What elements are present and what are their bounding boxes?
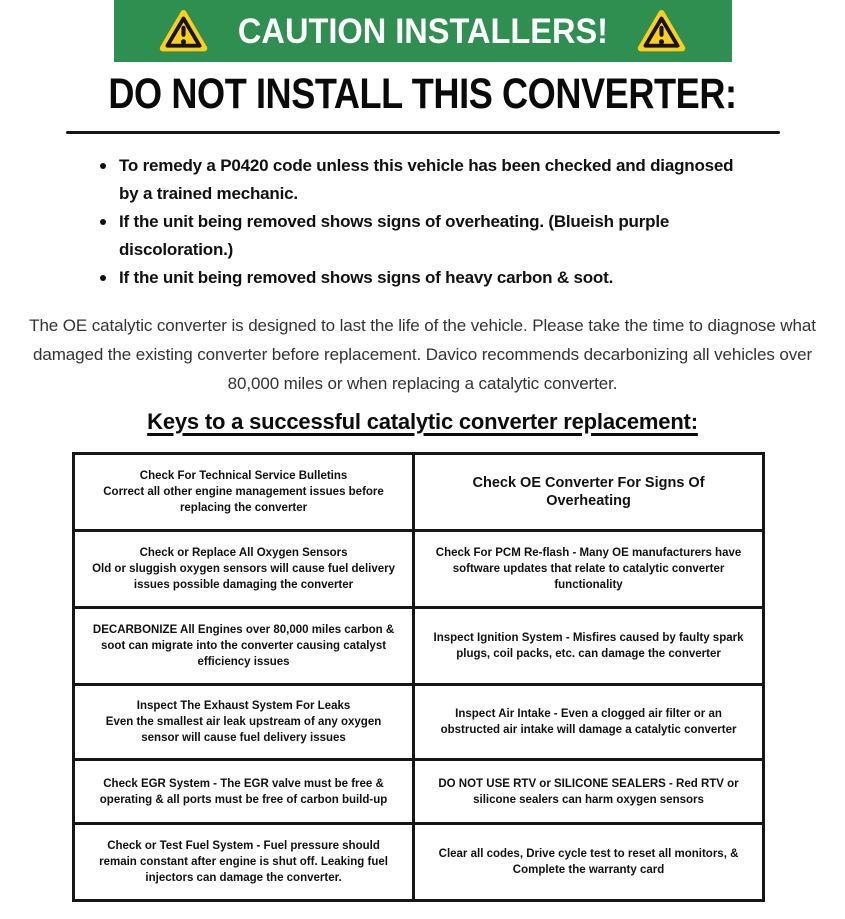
table-cell — [75, 761, 415, 822]
table-row — [75, 455, 762, 532]
cell-text: Clear all codes, Drive cycle test to reset all monitors, & Complete the warranty card — [438, 848, 739, 876]
cell-text: Old or sluggish oxygen sensors will cause fuel delivery issues possible damaging the converter — [92, 563, 395, 591]
table-cell — [415, 532, 762, 606]
table-cell — [75, 686, 415, 758]
table-cell — [415, 761, 762, 822]
table-row — [75, 686, 762, 761]
cell-text: Correct all other engine management issues before replacing the converter — [103, 486, 384, 514]
table-row — [75, 532, 762, 609]
table-cell — [415, 609, 762, 683]
table-cell — [415, 455, 762, 529]
bullet-item: If the unit being removed shows signs of overheating. (Blueish purple discoloration.) — [97, 208, 745, 264]
cell-text: Inspect Ignition System - Misfires caused by faulty spark plugs, coil packs, etc. can damage the converter — [433, 632, 744, 660]
table-cell — [75, 455, 415, 529]
table-cell — [75, 609, 415, 683]
cell-text: Check OE Converter For Signs Of Overheating — [472, 475, 705, 509]
replacement-checklist-table — [72, 452, 765, 902]
cell-text: Check or Replace All Oxygen Sensors — [139, 547, 348, 559]
warning-bullet-list — [97, 152, 745, 292]
cell-text: Check For PCM Re-flash - Many OE manufacturers have software updates that relate to catalytic converter functionality — [435, 547, 742, 591]
divider-rule — [66, 131, 780, 134]
table-row — [75, 761, 762, 825]
banner-title: CAUTION INSTALLERS! — [237, 11, 608, 51]
intro-paragraph: The OE catalytic converter is designed to last the life of the vehicle. Please take the time to diagnose what damaged the existing converter before replacement. Davico recommends decarbonizing all vehicles over 80,000 miles or when replacing a catalytic converter. — [29, 316, 816, 393]
table-cell — [415, 686, 762, 758]
cell-text: Inspect The Exhaust System For Leaks — [136, 700, 351, 712]
bullet-item: To remedy a P0420 code unless this vehicle has been checked and diagnosed by a trained mechanic. — [97, 152, 745, 208]
cell-text: Inspect Air Intake - Even a clogged air filter or an obstructed air intake will damage a catalytic converter — [440, 708, 737, 736]
table-cell — [75, 532, 415, 606]
cell-text: Check or Test Fuel System - Fuel pressure should remain constant after engine is shut off. Leaking fuel injectors can damage the converter. — [99, 840, 388, 884]
warning-triangle-icon — [159, 9, 208, 54]
table-row — [75, 609, 762, 686]
warning-triangle-icon — [637, 9, 686, 54]
caution-banner — [114, 0, 732, 62]
cell-text: Check For Technical Service Bulletins — [139, 470, 348, 482]
bullet-item: If the unit being removed shows signs of heavy carbon & soot. — [97, 264, 745, 292]
cell-text: DO NOT USE RTV or SILICONE SEALERS - Red RTV or silicone sealers can harm oxygen sensors — [438, 777, 739, 806]
table-row — [75, 825, 762, 899]
cell-text: Check EGR System - The EGR valve must be free & operating & all ports must be free of carbon build-up — [99, 777, 388, 806]
page-title: DO NOT INSTALL THIS CONVERTER: — [108, 70, 737, 118]
cell-text: Even the smallest air leak upstream of any oxygen sensor will cause fuel delivery issues — [105, 716, 382, 744]
keys-heading: Keys to a successful catalytic converter replacement: — [147, 409, 698, 434]
cell-text: DECARBONIZE All Engines over 80,000 miles carbon & soot can migrate into the converter causing catalyst efficiency issues — [92, 624, 395, 668]
table-cell — [75, 825, 415, 899]
table-cell — [415, 825, 762, 899]
